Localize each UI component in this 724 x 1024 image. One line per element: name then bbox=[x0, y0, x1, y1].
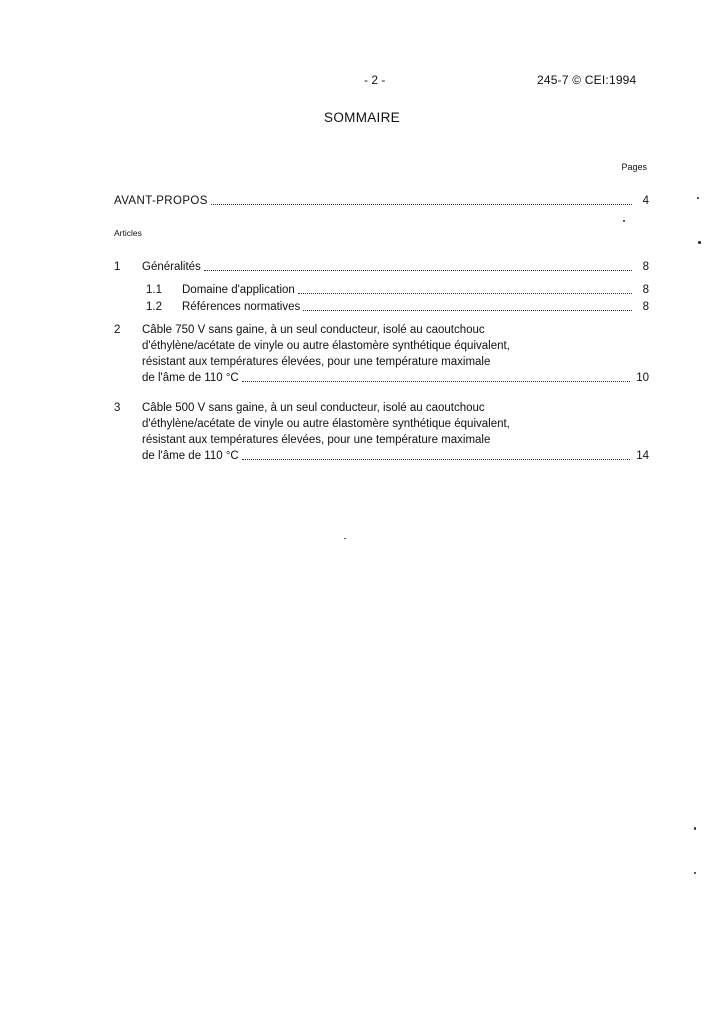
scan-speck bbox=[694, 827, 696, 830]
scan-speck bbox=[623, 220, 625, 222]
toc-entry-number: 1 bbox=[114, 261, 121, 273]
toc-entry-label: Références normatives bbox=[182, 301, 301, 313]
toc-entry-page: 8 bbox=[642, 301, 649, 313]
toc-entry-label: Généralités bbox=[142, 261, 201, 273]
toc-entry-line: résistant aux températures élevées, pour une température maximale bbox=[142, 356, 491, 368]
page-title: SOMMAIRE bbox=[324, 110, 400, 125]
leader-dots bbox=[298, 292, 632, 294]
toc-entry-1-2 bbox=[146, 299, 649, 315]
toc-entry-label: AVANT-PROPOS bbox=[114, 195, 208, 207]
toc-entry-line: Câble 500 V sans gaine, à un seul conducteur, isolé au caoutchouc bbox=[142, 402, 485, 414]
toc-entry-avant-propos bbox=[114, 193, 649, 209]
leader-dots bbox=[303, 309, 632, 311]
toc-entry-page: 4 bbox=[642, 195, 649, 207]
toc-entry-line: résistant aux températures élevées, pour une température maximale bbox=[142, 434, 491, 446]
toc-entry-number: 1.2 bbox=[146, 301, 162, 313]
toc-entry-label: Domaine d'application bbox=[182, 284, 295, 296]
toc-entry-number: 1.1 bbox=[146, 284, 162, 296]
toc-entry-page: 8 bbox=[642, 261, 649, 273]
toc-entry-line: d'éthylène/acétate de vinyle ou autre élastomère synthétique équivalent, bbox=[142, 418, 510, 430]
scan-speck bbox=[697, 197, 699, 199]
leader-dots bbox=[242, 380, 630, 382]
toc-entry-1-1 bbox=[146, 282, 649, 298]
toc-entry-2 bbox=[114, 322, 649, 386]
toc-entry-line: Câble 750 V sans gaine, à un seul conducteur, isolé au caoutchouc bbox=[142, 324, 485, 336]
toc-entry-line: de l'âme de 110 °C bbox=[142, 450, 239, 462]
toc-entry-number: 3 bbox=[114, 402, 121, 414]
toc-entry-1 bbox=[114, 259, 649, 275]
leader-dots bbox=[204, 269, 632, 271]
scan-speck bbox=[694, 872, 696, 874]
leader-dots bbox=[242, 458, 630, 460]
articles-label: Articles bbox=[114, 228, 142, 238]
toc-entry-3 bbox=[114, 400, 649, 464]
document-reference: 245-7 © CEI:1994 bbox=[537, 73, 637, 87]
page-number: - 2 - bbox=[364, 73, 386, 87]
toc-entry-line: de l'âme de 110 °C bbox=[142, 372, 239, 384]
toc-entry-number: 2 bbox=[114, 324, 121, 336]
leader-dots bbox=[211, 203, 632, 205]
toc-entry-line: d'éthylène/acétate de vinyle ou autre élastomère synthétique équivalent, bbox=[142, 340, 510, 352]
scan-speck bbox=[344, 538, 346, 539]
toc-entry-page: 8 bbox=[642, 284, 649, 296]
toc-entry-page: 10 bbox=[636, 372, 649, 384]
toc-entry-page: 14 bbox=[636, 450, 649, 462]
scan-speck bbox=[698, 241, 701, 244]
pages-column-label: Pages bbox=[621, 162, 647, 172]
